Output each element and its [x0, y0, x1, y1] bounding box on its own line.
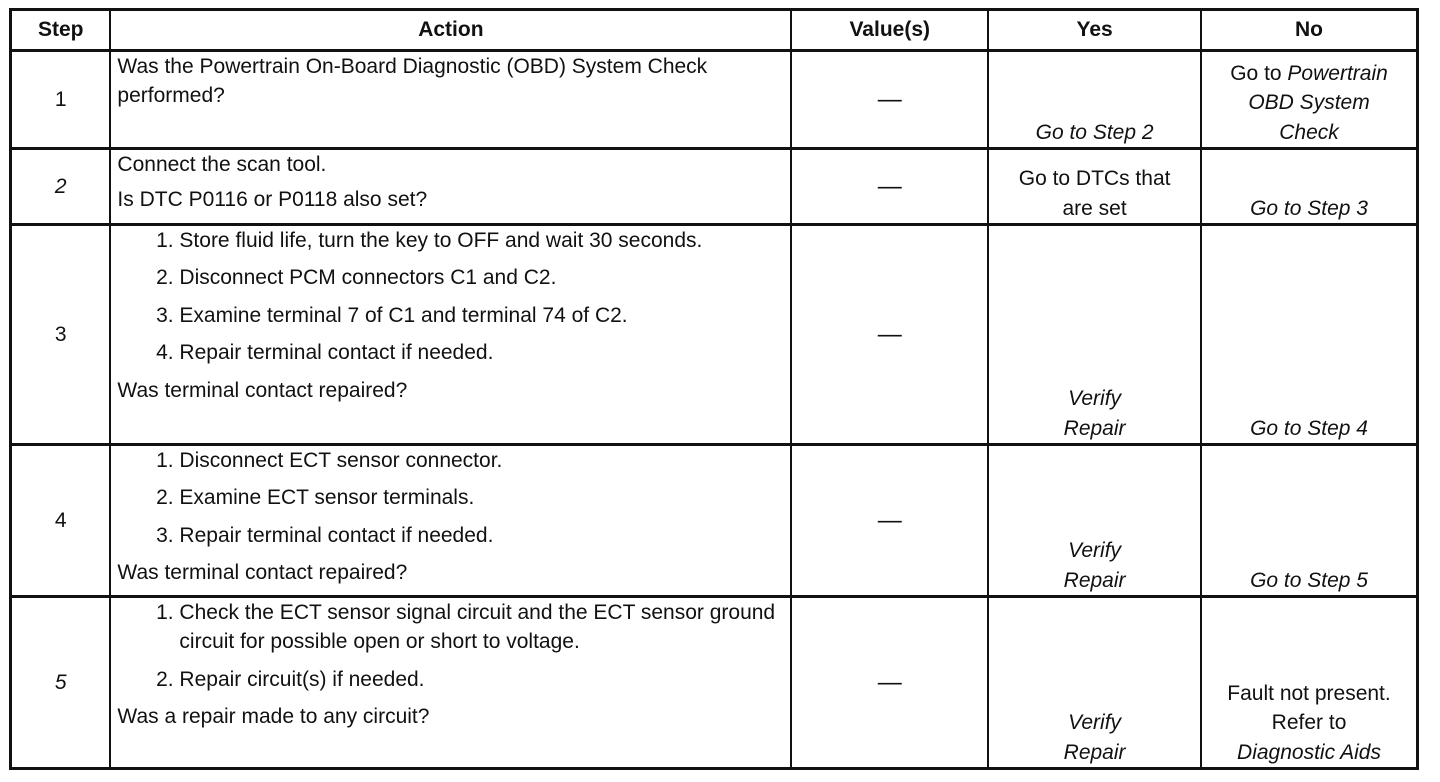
value-cell: — [791, 225, 988, 445]
no-text: OBD System [1248, 91, 1370, 115]
no-text [1208, 59, 1410, 88]
action-step-item: 1. Check the ECT sensor signal circuit and the ECT sensor ground circuit for possible open or short to voltage. [179, 598, 784, 657]
yes-text: Repair [1063, 416, 1126, 440]
action-step-item: 2. Repair circuit(s) if needed. [179, 665, 784, 694]
no-text: Refer to [1271, 711, 1347, 735]
value-cell: — [791, 51, 988, 149]
no-cell [1201, 445, 1417, 597]
action-step-item: 3. Repair terminal contact if needed. [179, 521, 784, 550]
action-step-item: 2. Examine ECT sensor terminals. [179, 483, 784, 512]
step-number: 3 [11, 225, 111, 445]
action-steps-list [117, 446, 784, 550]
yes-text: Repair [1063, 740, 1126, 764]
yes-text: Verify [1068, 539, 1122, 563]
no-prefix: Go to [1230, 61, 1288, 85]
yes-cell [988, 597, 1201, 769]
table-row [11, 225, 1418, 445]
yes-text: Verify [1068, 711, 1122, 735]
yes-text: Go to DTCs that [1018, 167, 1171, 191]
header-row [11, 10, 1418, 51]
yes-text: Verify [1068, 387, 1122, 411]
yes-text: Repair [1063, 568, 1126, 592]
header-no: No [1201, 10, 1417, 51]
action-step-item: 1. Disconnect ECT sensor connector. [179, 446, 784, 475]
no-cell [1201, 149, 1417, 225]
action-step-item: 3. Examine terminal 7 of C1 and terminal 74 of C2. [179, 301, 784, 330]
step-number: 1 [11, 51, 111, 149]
action-cell [110, 51, 791, 149]
step-number: 4 [11, 445, 111, 597]
header-step: Step [11, 10, 111, 51]
no-text: Fault not present. [1227, 681, 1391, 705]
no-cell [1201, 51, 1417, 149]
action-cell [110, 597, 791, 769]
yes-text: Go to Step 2 [1035, 120, 1154, 144]
table-row [11, 149, 1418, 225]
yes-cell [988, 445, 1201, 597]
no-text: Go to Step 3 [1250, 196, 1368, 220]
header-yes: Yes [988, 10, 1201, 51]
action-step-item: 1. Store fluid life, turn the key to OFF and wait 30 seconds. [179, 226, 784, 255]
value-cell: — [791, 445, 988, 597]
action-text: Is DTC P0116 or P0118 also set? [117, 188, 428, 212]
no-text: Diagnostic Aids [1237, 740, 1381, 764]
no-cell [1201, 225, 1417, 445]
diagnostic-table [9, 8, 1419, 770]
no-reference: Powertrain [1287, 61, 1388, 85]
yes-cell [988, 51, 1201, 149]
no-cell [1201, 597, 1417, 769]
no-text: Check [1279, 120, 1339, 144]
header-action: Action [110, 10, 791, 51]
no-text: Go to Step 4 [1250, 416, 1368, 440]
value-cell: — [791, 597, 988, 769]
action-text: Connect the scan tool. [117, 153, 327, 176]
yes-text: are set [1062, 196, 1127, 220]
yes-cell [988, 225, 1201, 445]
action-question: Was terminal contact repaired? [117, 561, 408, 585]
action-step-item: 4. Repair terminal contact if needed. [179, 338, 784, 367]
table-row [11, 51, 1418, 149]
action-question: Was terminal contact repaired? [117, 378, 408, 402]
action-steps-list [117, 598, 784, 694]
table-row [11, 445, 1418, 597]
step-number: 5 [11, 597, 111, 769]
action-text: Was the Powertrain On-Board Diagnostic (OBD) System Check performed? [117, 55, 708, 108]
no-text: Go to Step 5 [1250, 568, 1368, 592]
header-values: Value(s) [791, 10, 988, 51]
action-cell [110, 445, 791, 597]
action-step-item: 2. Disconnect PCM connectors C1 and C2. [179, 263, 784, 292]
table-row [11, 597, 1418, 769]
step-number: 2 [11, 149, 111, 225]
value-cell: — [791, 149, 988, 225]
action-steps-list [117, 226, 784, 368]
action-cell [110, 225, 791, 445]
yes-cell [988, 149, 1201, 225]
action-question: Was a repair made to any circuit? [117, 705, 430, 729]
action-cell [110, 149, 791, 225]
